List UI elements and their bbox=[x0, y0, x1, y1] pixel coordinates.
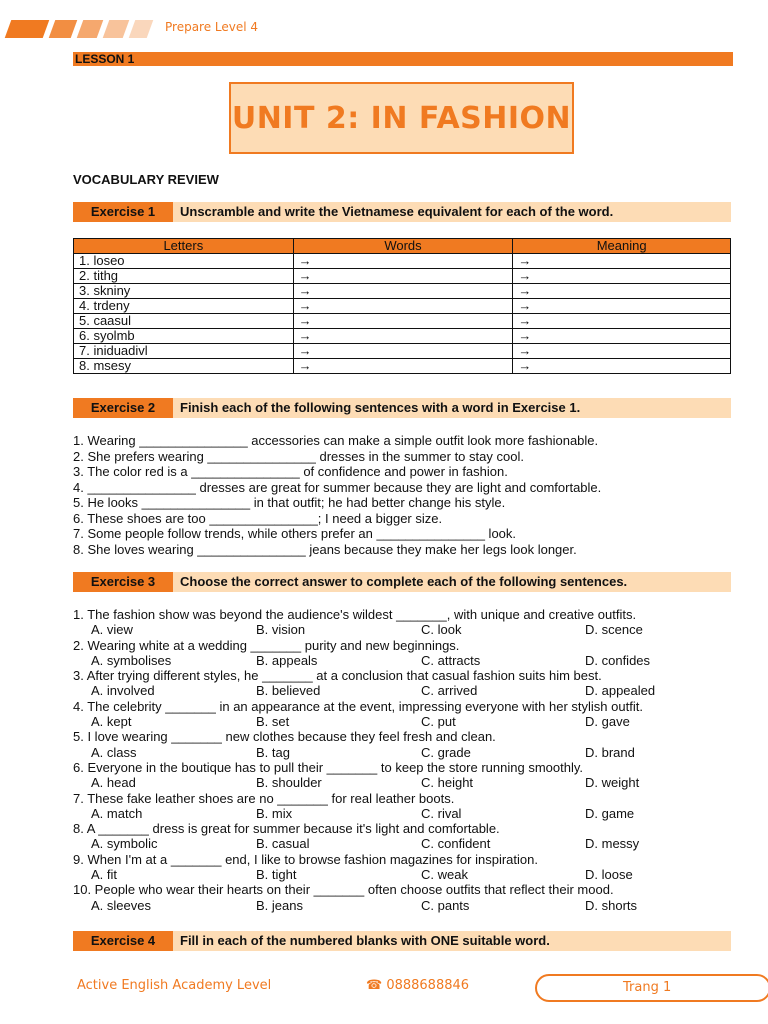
page-number-pill bbox=[535, 974, 768, 1002]
words-cell[interactable]: → bbox=[293, 284, 513, 299]
letters-cell: 5. caasul bbox=[74, 314, 294, 329]
exercise-2-header bbox=[73, 398, 731, 418]
option[interactable]: A. kept bbox=[91, 714, 132, 730]
option[interactable]: B. set bbox=[256, 714, 290, 730]
question: 6. Everyone in the boutique has to pull their _______ to keep the store running smoothly. bbox=[73, 759, 583, 775]
exercise-1-instruction: Unscramble and write the Vietnamese equivalent for each of the word. bbox=[180, 204, 614, 219]
letters-cell: 7. iniduadivl bbox=[74, 344, 294, 359]
question: 1. The fashion show was beyond the audience's wildest _______, with unique and creative outfits. bbox=[73, 607, 637, 622]
option[interactable]: D. brand bbox=[585, 744, 635, 760]
option[interactable]: D. loose bbox=[585, 867, 633, 883]
option[interactable]: C. attracts bbox=[421, 652, 481, 668]
option[interactable]: C. grade bbox=[421, 744, 471, 760]
option[interactable]: D. confides bbox=[585, 652, 651, 668]
options-row bbox=[73, 653, 733, 668]
question: 2. Wearing white at a wedding _______ purity and new beginnings. bbox=[73, 637, 460, 653]
options-row bbox=[73, 745, 733, 760]
exercise-4-header bbox=[73, 931, 731, 951]
option[interactable]: C. rival bbox=[421, 805, 462, 821]
question: 3. After trying different styles, he _______ at a conclusion that casual fashion suits him best. bbox=[73, 668, 602, 684]
exercise-2-tag: Exercise 2 bbox=[73, 398, 173, 418]
option[interactable]: C. look bbox=[421, 622, 462, 638]
option[interactable]: B. jeans bbox=[256, 897, 303, 913]
exercise-3-tag: Exercise 3 bbox=[73, 572, 173, 592]
question: 8. A _______ dress is great for summer because it's light and comfortable. bbox=[73, 821, 500, 837]
exercise-2-instruction: Finish each of the following sentences with a word in Exercise 1. bbox=[180, 400, 581, 415]
meaning-cell[interactable]: → bbox=[513, 329, 731, 344]
option[interactable]: B. tight bbox=[256, 867, 297, 883]
sentence: 3. The color red is a _______________ of confidence and power in fashion. bbox=[73, 464, 508, 479]
exercise-4-instruction: Fill in each of the numbered blanks with ONE suitable word. bbox=[180, 933, 550, 948]
table-row bbox=[74, 269, 731, 284]
letters-cell: 4. trdeny bbox=[74, 299, 294, 314]
option[interactable]: D. messy bbox=[585, 836, 640, 852]
meaning-cell[interactable]: → bbox=[513, 284, 731, 299]
table-row bbox=[74, 254, 731, 269]
option[interactable]: C. weak bbox=[421, 867, 468, 883]
footer-phone: ☎ 0888688846 bbox=[366, 978, 470, 993]
question: 4. The celebrity _______ in an appearance at the event, impressing everyone with her stylish outfit. bbox=[73, 698, 643, 714]
option[interactable]: B. vision bbox=[256, 622, 306, 638]
option[interactable]: B. tag bbox=[256, 744, 290, 760]
header-stripe bbox=[103, 20, 130, 38]
page-number: Trang 1 bbox=[623, 980, 672, 995]
question: 10. People who wear their hearts on their _______ often choose outfits that reflect their mood. bbox=[73, 882, 614, 898]
option[interactable]: C. pants bbox=[421, 897, 470, 913]
option[interactable]: A. symbolic bbox=[91, 836, 158, 852]
option[interactable]: D. shorts bbox=[585, 897, 638, 913]
letters-cell: 2. tithg bbox=[74, 269, 294, 284]
words-cell[interactable]: → bbox=[293, 269, 513, 284]
question: 9. When I'm at a _______ end, I like to browse fashion magazines for inspiration. bbox=[73, 851, 538, 867]
meaning-cell[interactable]: → bbox=[513, 254, 731, 269]
meaning-cell[interactable]: → bbox=[513, 344, 731, 359]
letters-cell: 6. syolmb bbox=[74, 329, 294, 344]
option[interactable]: C. put bbox=[421, 714, 456, 730]
letters-cell: 3. skniny bbox=[74, 284, 294, 299]
sentence: 4. _______________ dresses are great for summer because they are light and comfortable. bbox=[73, 479, 602, 495]
option[interactable]: D. game bbox=[585, 805, 635, 821]
option[interactable]: C. height bbox=[421, 775, 474, 791]
option[interactable]: B. believed bbox=[256, 683, 321, 699]
table-row bbox=[74, 314, 731, 329]
options-row bbox=[73, 622, 733, 637]
sentence: 2. She prefers wearing _______________ dresses in the summer to stay cool. bbox=[73, 448, 524, 464]
options-row bbox=[73, 836, 733, 851]
column-header: Meaning bbox=[513, 239, 731, 254]
column-header: Letters bbox=[74, 239, 294, 254]
option[interactable]: A. head bbox=[91, 775, 136, 791]
question: 7. These fake leather shoes are no _______ for real leather boots. bbox=[73, 790, 455, 806]
header-stripes bbox=[0, 20, 160, 38]
option[interactable]: B. shoulder bbox=[256, 775, 322, 791]
meaning-cell[interactable]: → bbox=[513, 299, 731, 314]
exercise-1-header bbox=[73, 202, 731, 222]
header-title: Prepare Level 4 bbox=[165, 20, 259, 34]
lesson-bar bbox=[73, 52, 733, 66]
sentence: 6. These shoes are too _______________; I need a bigger size. bbox=[73, 510, 443, 526]
sentence: 8. She loves wearing _______________ jeans because they make her legs look longer. bbox=[73, 541, 577, 557]
option[interactable]: D. scence bbox=[585, 622, 643, 638]
header-stripe bbox=[129, 20, 154, 38]
options-row bbox=[73, 806, 733, 821]
table-row bbox=[74, 299, 731, 314]
options-row bbox=[73, 898, 733, 913]
exercise-3-instruction: Choose the correct answer to complete each of the following sentences. bbox=[180, 574, 628, 589]
options-row bbox=[73, 867, 733, 882]
words-cell[interactable]: → bbox=[293, 359, 513, 374]
header-stripe bbox=[77, 20, 104, 38]
header-stripe bbox=[5, 20, 50, 38]
option[interactable]: C. confident bbox=[421, 836, 491, 852]
table-row bbox=[74, 284, 731, 299]
option[interactable]: A. class bbox=[91, 744, 137, 760]
options-row bbox=[73, 775, 733, 790]
option[interactable]: B. casual bbox=[256, 836, 310, 852]
words-cell[interactable]: → bbox=[293, 314, 513, 329]
sentence: 7. Some people follow trends, while others prefer an _______________ look. bbox=[73, 526, 517, 541]
meaning-cell[interactable]: → bbox=[513, 359, 731, 374]
option[interactable]: D. appealed bbox=[585, 683, 656, 699]
option[interactable]: A. match bbox=[91, 805, 143, 821]
exercise-4-tag: Exercise 4 bbox=[73, 931, 173, 951]
words-cell[interactable]: → bbox=[293, 329, 513, 344]
question: 5. I love wearing _______ new clothes because they feel fresh and clean. bbox=[73, 729, 496, 745]
mcq-list bbox=[73, 607, 733, 913]
table-row bbox=[74, 329, 731, 344]
header-stripe bbox=[49, 20, 78, 38]
option[interactable]: D. weight bbox=[585, 775, 640, 791]
option[interactable]: A. sleeves bbox=[91, 897, 151, 913]
option[interactable]: B. mix bbox=[256, 805, 293, 821]
letters-cell: 8. msesy bbox=[74, 359, 294, 374]
exercise-1-tag: Exercise 1 bbox=[73, 202, 173, 222]
exercise-3-header bbox=[73, 572, 731, 592]
unit-title: UNIT 2: IN FASHION bbox=[231, 100, 572, 136]
option[interactable]: C. arrived bbox=[421, 683, 478, 699]
sentence: 1. Wearing _______________ accessories can make a simple outfit look more fashionable. bbox=[73, 433, 599, 448]
meaning-cell[interactable]: → bbox=[513, 314, 731, 329]
option[interactable]: A. involved bbox=[91, 683, 155, 699]
section-title: VOCABULARY REVIEW bbox=[73, 172, 219, 187]
lesson-label: LESSON 1 bbox=[75, 52, 135, 66]
words-cell[interactable]: → bbox=[293, 299, 513, 314]
option[interactable]: B. appeals bbox=[256, 652, 318, 668]
options-row bbox=[73, 683, 733, 698]
table-row bbox=[74, 344, 731, 359]
footer-academy: Active English Academy Level bbox=[77, 978, 272, 993]
option[interactable]: A. view bbox=[91, 622, 133, 638]
vocab-table-header bbox=[74, 239, 731, 254]
options-row bbox=[73, 714, 733, 729]
column-header: Words bbox=[293, 239, 513, 254]
meaning-cell[interactable]: → bbox=[513, 269, 731, 284]
option[interactable]: A. symbolises bbox=[91, 652, 172, 668]
table-row bbox=[74, 359, 731, 374]
option[interactable]: A. fit bbox=[91, 867, 118, 883]
unit-title-box bbox=[229, 82, 574, 154]
letters-cell: 1. loseo bbox=[74, 254, 294, 269]
words-cell[interactable]: → bbox=[293, 344, 513, 359]
vocab-table bbox=[73, 238, 731, 374]
sentence: 5. He looks _______________ in that outfit; he had better change his style. bbox=[73, 495, 506, 510]
words-cell[interactable]: → bbox=[293, 254, 513, 269]
option[interactable]: D. gave bbox=[585, 714, 630, 730]
